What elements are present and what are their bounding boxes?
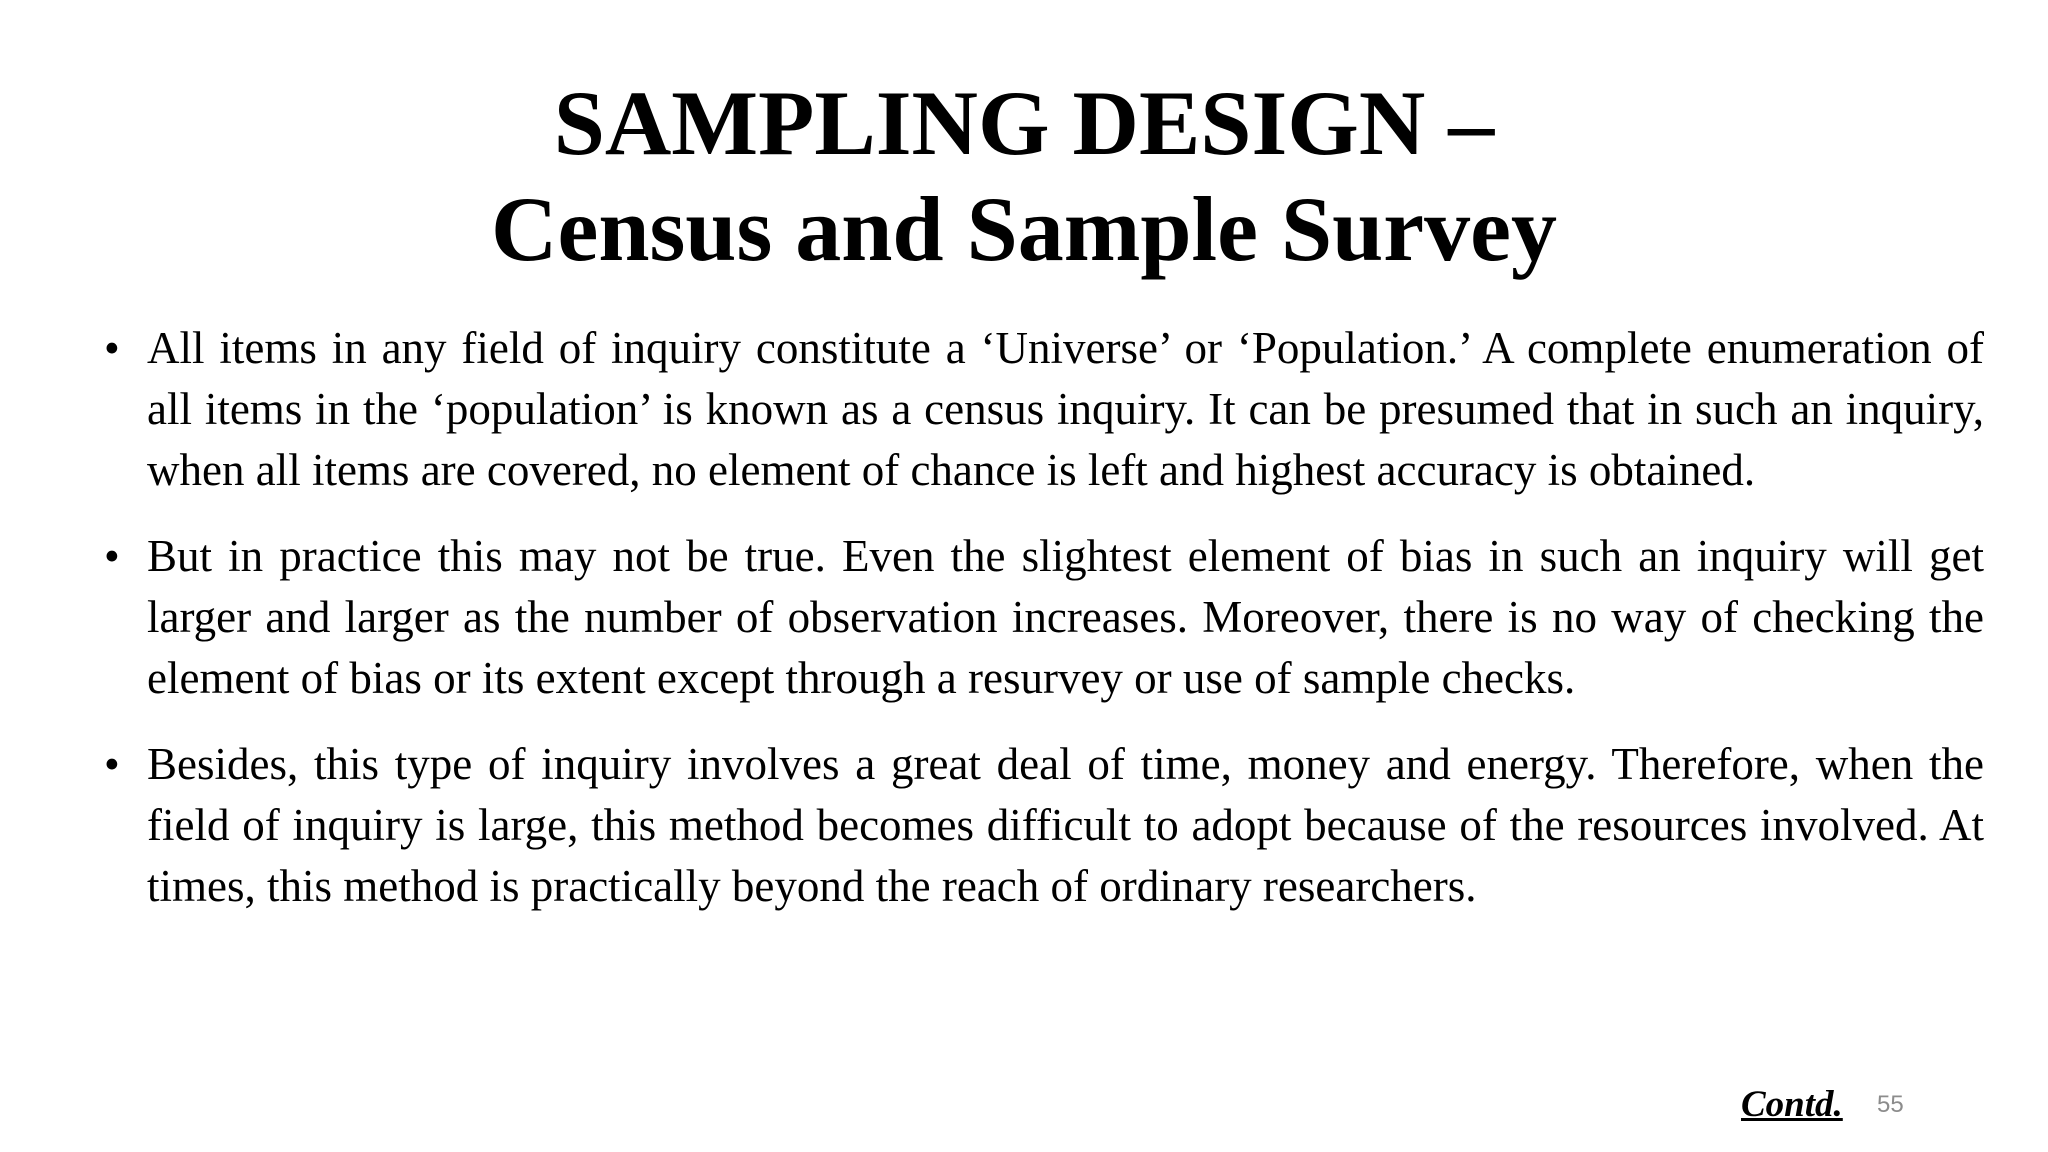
slide-title [0,70,2048,282]
bullet-icon: • [104,739,120,789]
bullet-text: All items in any field of inquiry constitute a ‘Universe’ or ‘Population.’ A complete enumeration of all items in the ‘population’ is known as a census inquiry. It can be presumed that in such an inquiry, when all items are covered, no element of chance is left and highest accuracy is obtained. [147,323,1984,495]
page-number: 55 [1877,1091,1904,1118]
bullet-text: Besides, this type of inquiry involves a great deal of time, money and energy. Therefore, when the field of inquiry is large, this method becomes difficult to adopt because of the resources involved. At times, this method is practically beyond the reach of ordinary researchers. [147,739,1984,911]
bullet-item-resources [104,734,1984,917]
bullet-text: But in practice this may not be true. Even the slightest element of bias in such an inquiry will get larger and larger as the number of observation increases. Moreover, there is no way of checking the element of bias or its extent except through a resurvey or use of sample checks. [147,531,1984,703]
slide-title-line-1: SAMPLING DESIGN – [553,72,1495,174]
bullet-list [104,318,1984,942]
slide-title-line-2: Census and Sample Survey [491,178,1557,280]
bullet-icon: • [104,531,120,581]
bullet-item-bias [104,526,1984,709]
bullet-icon: • [104,323,120,373]
contd-link[interactable]: Contd. [1741,1084,1843,1125]
bullet-item-census-definition [104,318,1984,501]
